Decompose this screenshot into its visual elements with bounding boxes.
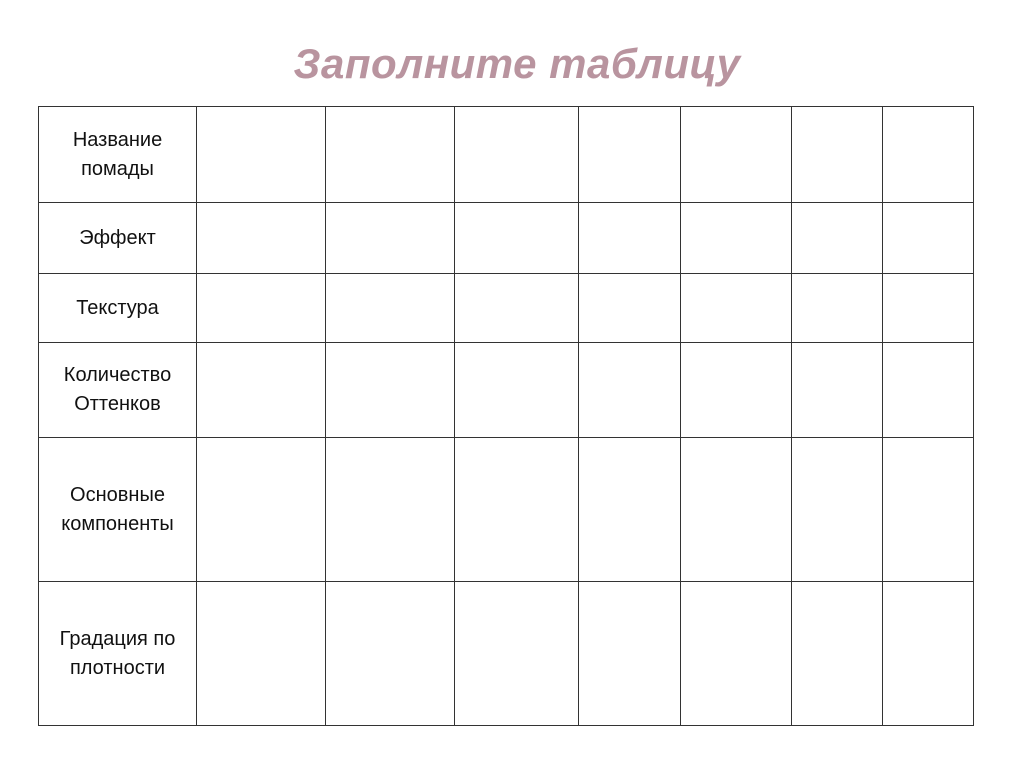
- row-label-density-gradation: Градация по плотности: [39, 582, 197, 726]
- table-cell[interactable]: [326, 582, 455, 726]
- table-cell[interactable]: [197, 274, 326, 343]
- row-label-main-components: Основные компоненты: [39, 438, 197, 582]
- table-cell[interactable]: [681, 203, 792, 274]
- table-cell[interactable]: [792, 203, 883, 274]
- row-label-shade-count: Количество Оттенков: [39, 343, 197, 438]
- table-cell[interactable]: [455, 203, 579, 274]
- table-cell[interactable]: [883, 203, 974, 274]
- table-row: [39, 274, 974, 343]
- table-row: [39, 582, 974, 726]
- table-cell[interactable]: [326, 203, 455, 274]
- table-cell[interactable]: [883, 582, 974, 726]
- table-row: [39, 107, 974, 203]
- table-cell[interactable]: [326, 438, 455, 582]
- table-cell[interactable]: [455, 274, 579, 343]
- table-cell[interactable]: [681, 438, 792, 582]
- table-cell[interactable]: [579, 343, 681, 438]
- table-row: [39, 343, 974, 438]
- page-title: Заполните таблицу: [293, 40, 741, 87]
- table-cell[interactable]: [883, 107, 974, 203]
- table-cell[interactable]: [883, 274, 974, 343]
- table-row: [39, 438, 974, 582]
- table-cell[interactable]: [579, 582, 681, 726]
- table-cell[interactable]: [326, 274, 455, 343]
- table-row: [39, 203, 974, 274]
- table-cell[interactable]: [326, 343, 455, 438]
- table-cell[interactable]: [326, 107, 455, 203]
- fill-in-table: [38, 106, 974, 726]
- table-cell[interactable]: [197, 107, 326, 203]
- table-cell[interactable]: [792, 582, 883, 726]
- table-cell[interactable]: [792, 274, 883, 343]
- table-cell[interactable]: [792, 107, 883, 203]
- table-cell[interactable]: [579, 107, 681, 203]
- table-cell[interactable]: [455, 438, 579, 582]
- table-cell[interactable]: [579, 274, 681, 343]
- table-cell[interactable]: [455, 582, 579, 726]
- table-cell[interactable]: [455, 343, 579, 438]
- table-cell[interactable]: [579, 438, 681, 582]
- table-cell[interactable]: [792, 343, 883, 438]
- table-cell[interactable]: [883, 438, 974, 582]
- table-cell[interactable]: [197, 203, 326, 274]
- row-label-lipstick-name: Название помады: [39, 107, 197, 203]
- table-cell[interactable]: [681, 274, 792, 343]
- table-cell[interactable]: [883, 343, 974, 438]
- row-label-texture: Текстура: [39, 274, 197, 343]
- table-cell[interactable]: [681, 582, 792, 726]
- table-cell[interactable]: [197, 582, 326, 726]
- table-cell[interactable]: [792, 438, 883, 582]
- row-label-effect: Эффект: [39, 203, 197, 274]
- table-cell[interactable]: [681, 343, 792, 438]
- table-cell[interactable]: [681, 107, 792, 203]
- table-cell[interactable]: [579, 203, 681, 274]
- table-cell[interactable]: [197, 343, 326, 438]
- table-cell[interactable]: [455, 107, 579, 203]
- table-cell[interactable]: [197, 438, 326, 582]
